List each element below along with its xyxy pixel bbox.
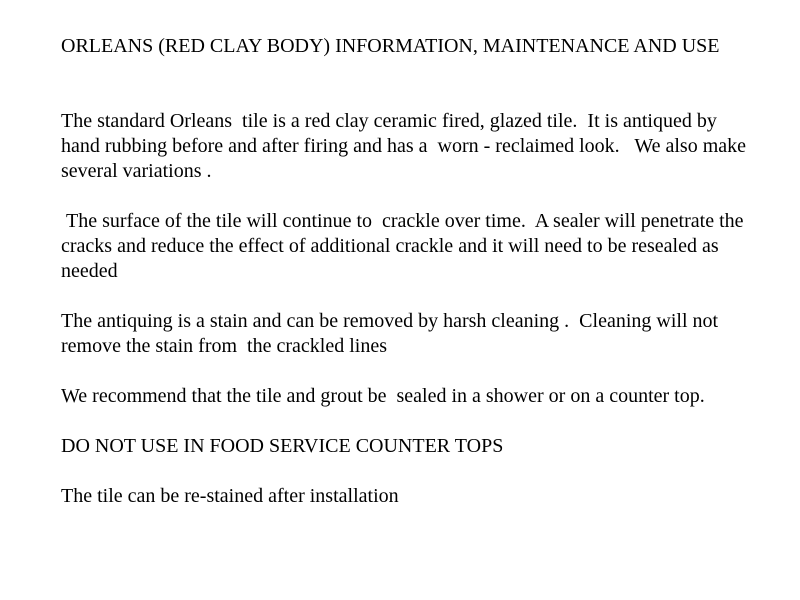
document-page <box>61 34 751 509</box>
paragraph-restain: The tile can be re-stained after installation <box>61 485 399 507</box>
paragraph-crackle: The surface of the tile will continue to crackle over time. A sealer will penetrate the cracks and reduce the effect of additional crackle and it will need to be resealed as needed <box>61 210 749 282</box>
paragraph-sealing: We recommend that the tile and grout be sealed in a shower or on a counter top. <box>61 385 705 407</box>
paragraph-description: The standard Orleans tile is a red clay ceramic fired, glazed tile. It is antiqued by hand rubbing before and after firing and has a worn - reclaimed look. We also make several variations . <box>61 110 751 182</box>
paragraph-antiquing: The antiquing is a stain and can be removed by harsh cleaning . Cleaning will not remove the stain from the crackled lines <box>61 310 729 357</box>
paragraph-warning: DO NOT USE IN FOOD SERVICE COUNTER TOPS <box>61 435 504 457</box>
document-title: ORLEANS (RED CLAY BODY) INFORMATION, MAINTENANCE AND USE <box>61 35 720 57</box>
